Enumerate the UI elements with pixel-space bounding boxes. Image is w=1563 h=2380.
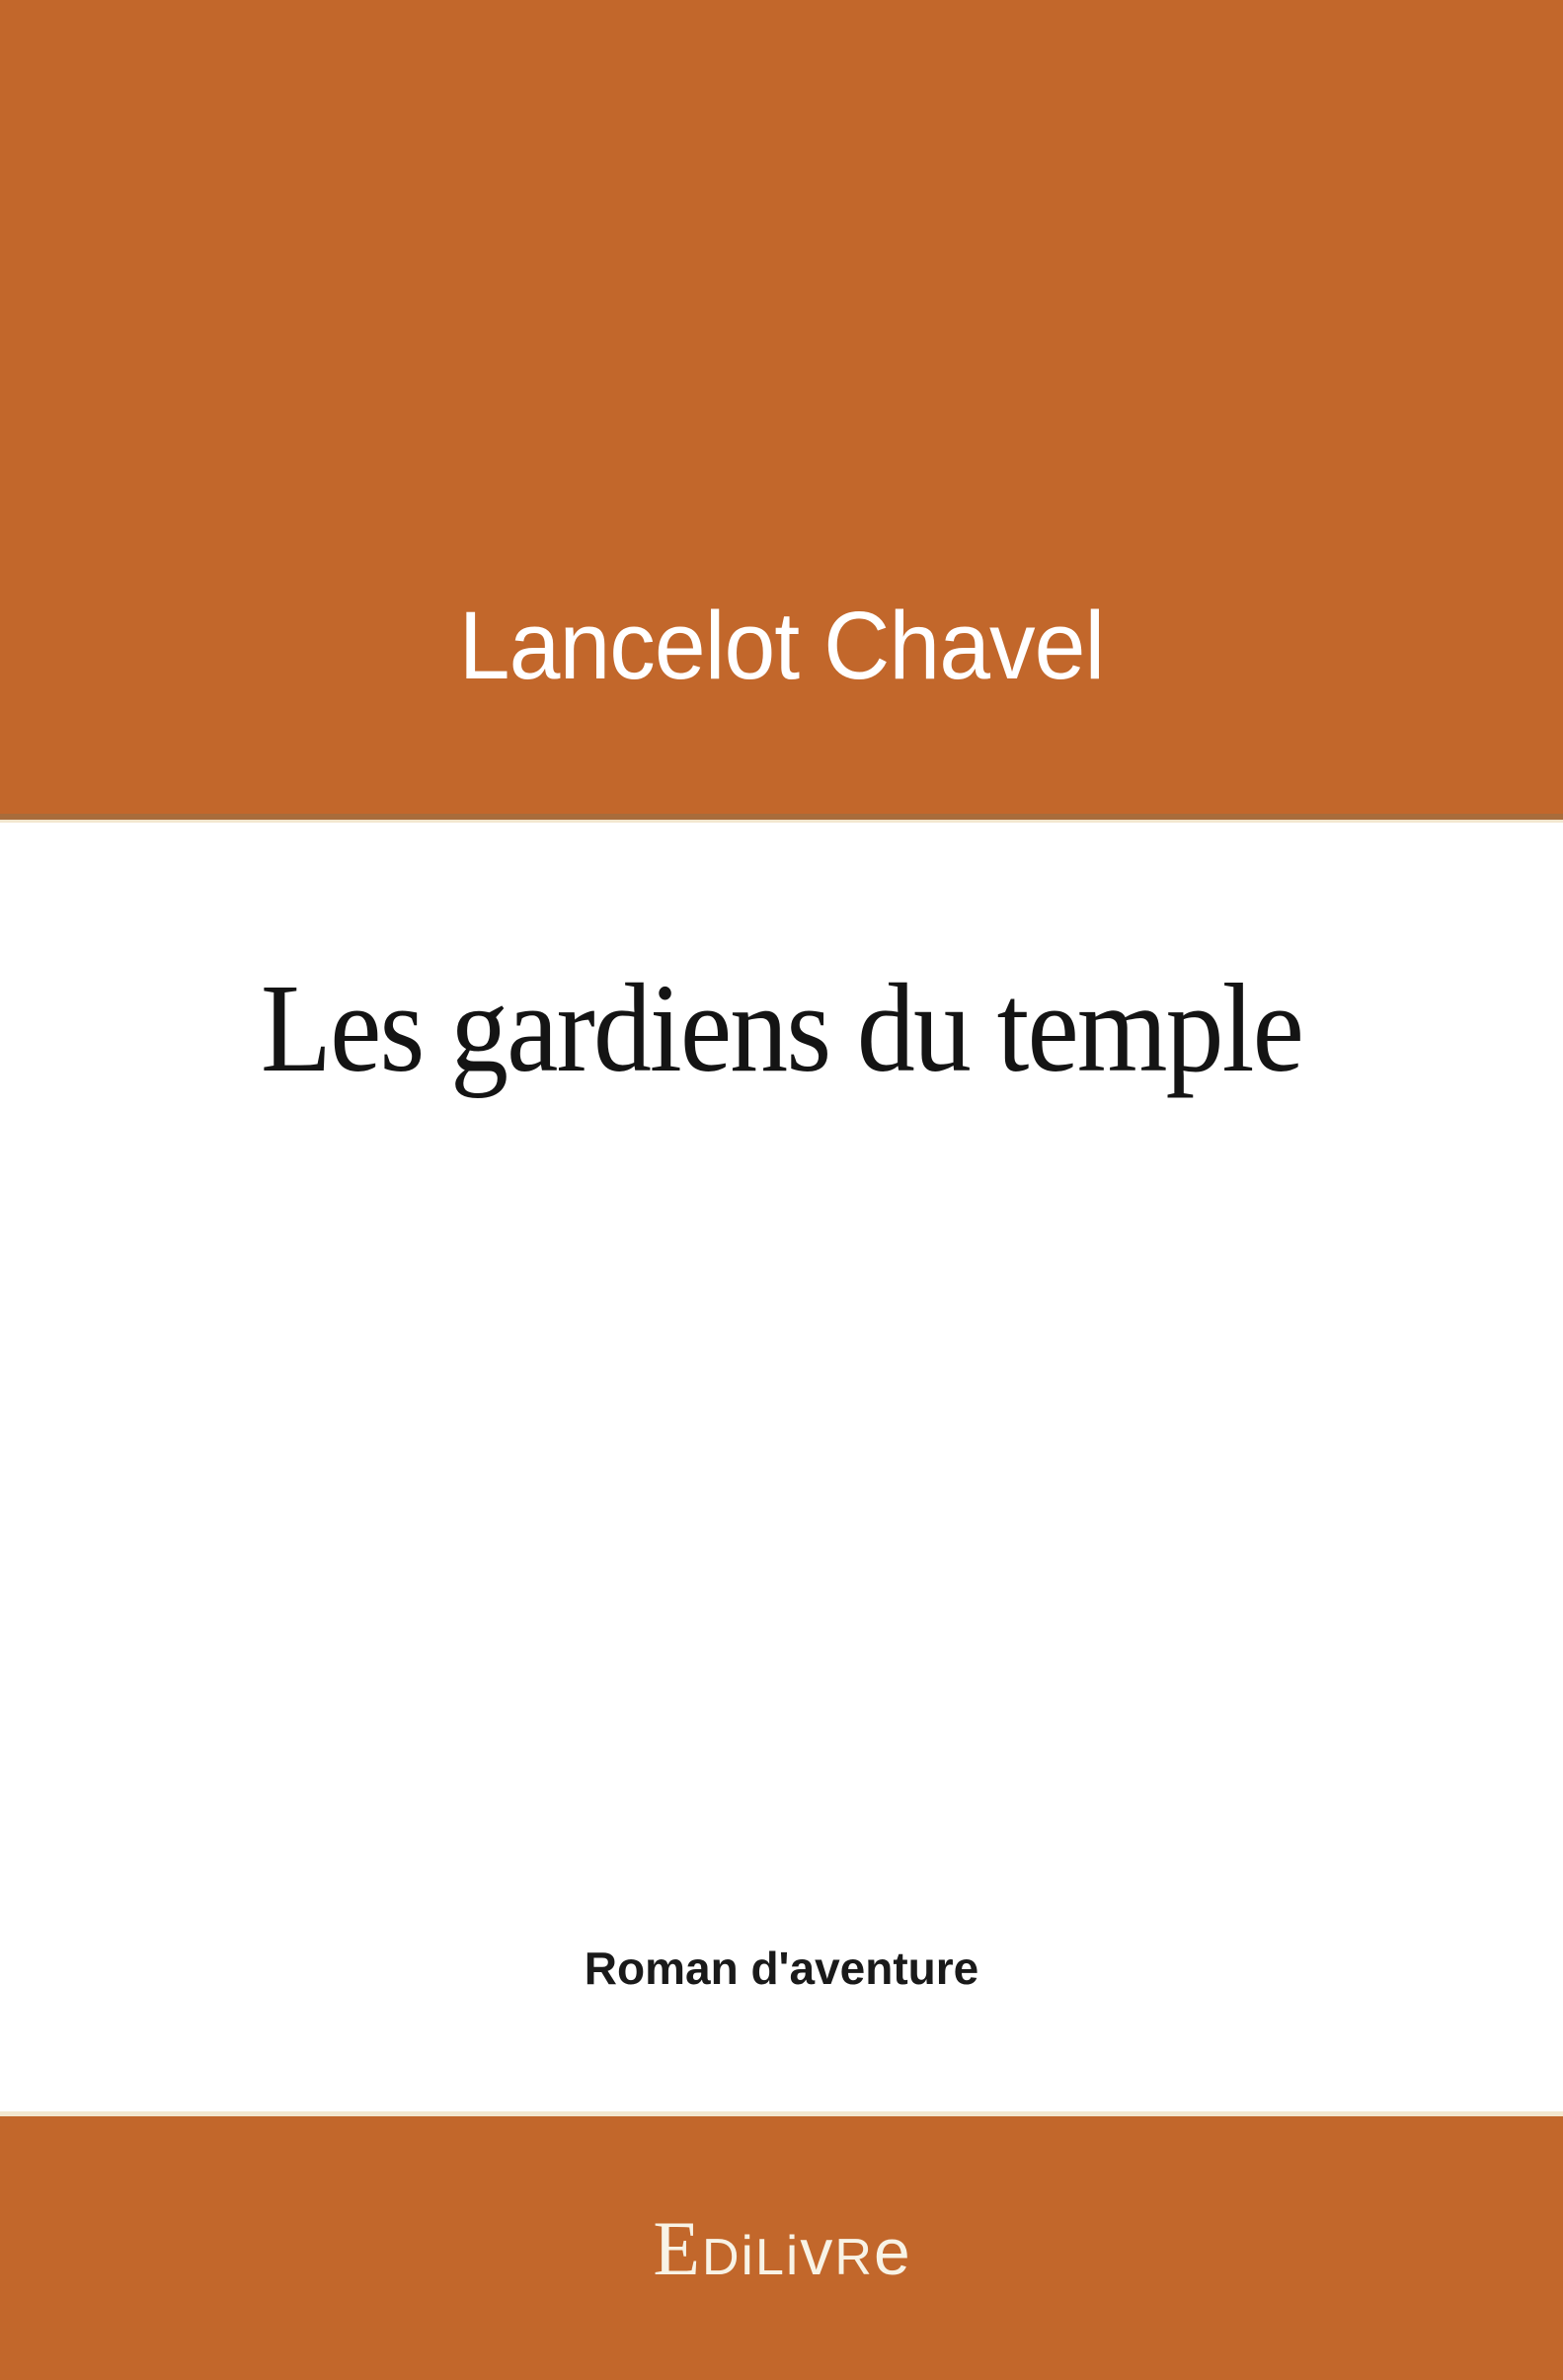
logo-letter: L: [755, 2228, 784, 2286]
bottom-band-cream-edge: [0, 2111, 1563, 2116]
top-band: [0, 0, 1563, 814]
top-band-cream-edge: [0, 820, 1563, 823]
author-name: Lancelot Chavel: [458, 592, 1105, 699]
book-title: Les gardiens du temple: [260, 958, 1303, 1098]
logo-letter: v: [800, 2214, 833, 2288]
logo-letter: i: [785, 2223, 799, 2286]
bottom-band: [0, 2116, 1563, 2380]
logo-letter: D: [701, 2228, 740, 2286]
logo-letter: i: [741, 2223, 753, 2286]
logo-letter: e: [873, 2214, 910, 2288]
logo-letter: R: [834, 2228, 872, 2286]
publisher-logo: [653, 2204, 910, 2291]
genre-label: Roman d'aventure: [584, 1943, 979, 1994]
logo-letter: E: [653, 2204, 700, 2291]
